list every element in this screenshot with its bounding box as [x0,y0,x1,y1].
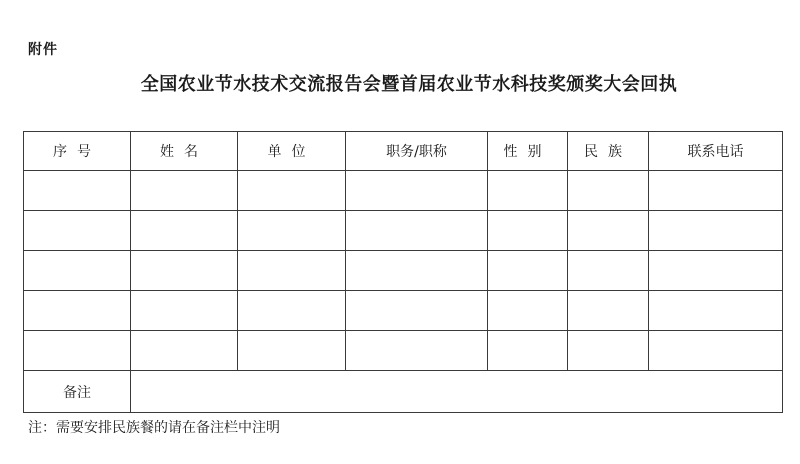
cell-index[interactable] [24,171,131,211]
cell-phone[interactable] [649,211,783,251]
cell-gender[interactable] [488,291,568,331]
cell-position-title[interactable] [346,331,488,371]
reply-form-table [23,131,783,413]
cell-index[interactable] [24,331,131,371]
table-row [24,331,783,371]
cell-ethnicity[interactable] [568,291,649,331]
table-row [24,251,783,291]
cell-ethnicity[interactable] [568,171,649,211]
header-gender: 性别 [488,132,568,171]
cell-phone[interactable] [649,331,783,371]
cell-organization[interactable] [238,171,346,211]
table-row [24,171,783,211]
cell-name[interactable] [131,211,238,251]
cell-gender[interactable] [488,211,568,251]
cell-index[interactable] [24,251,131,291]
cell-phone[interactable] [649,251,783,291]
header-organization: 单位 [238,132,346,171]
cell-gender[interactable] [488,251,568,291]
cell-name[interactable] [131,331,238,371]
table-row [24,211,783,251]
cell-organization[interactable] [238,251,346,291]
cell-phone[interactable] [649,171,783,211]
remarks-label: 备注 [24,371,131,413]
header-position-title: 职务/职称 [346,132,488,171]
header-name: 姓名 [131,132,238,171]
footnote: 注：需要安排民族餐的请在备注栏中注明 [28,420,280,436]
cell-name[interactable] [131,291,238,331]
cell-ethnicity[interactable] [568,211,649,251]
document-title: 全国农业节水技术交流报告会暨首届农业节水科技奖颁奖大会回执 [140,74,678,95]
cell-organization[interactable] [238,291,346,331]
remarks-field[interactable] [131,371,783,413]
attachment-label: 附件 [28,42,58,58]
cell-ethnicity[interactable] [568,251,649,291]
cell-gender[interactable] [488,331,568,371]
cell-organization[interactable] [238,331,346,371]
header-index: 序号 [24,132,131,171]
cell-position-title[interactable] [346,251,488,291]
cell-name[interactable] [131,171,238,211]
cell-index[interactable] [24,211,131,251]
cell-index[interactable] [24,291,131,331]
cell-position-title[interactable] [346,171,488,211]
table-header-row [24,132,783,171]
cell-ethnicity[interactable] [568,331,649,371]
table-row [24,291,783,331]
cell-position-title[interactable] [346,211,488,251]
cell-position-title[interactable] [346,291,488,331]
header-ethnicity: 民族 [568,132,649,171]
cell-organization[interactable] [238,211,346,251]
remarks-row [24,371,783,413]
cell-phone[interactable] [649,291,783,331]
cell-gender[interactable] [488,171,568,211]
cell-name[interactable] [131,251,238,291]
header-phone: 联系电话 [649,132,783,171]
